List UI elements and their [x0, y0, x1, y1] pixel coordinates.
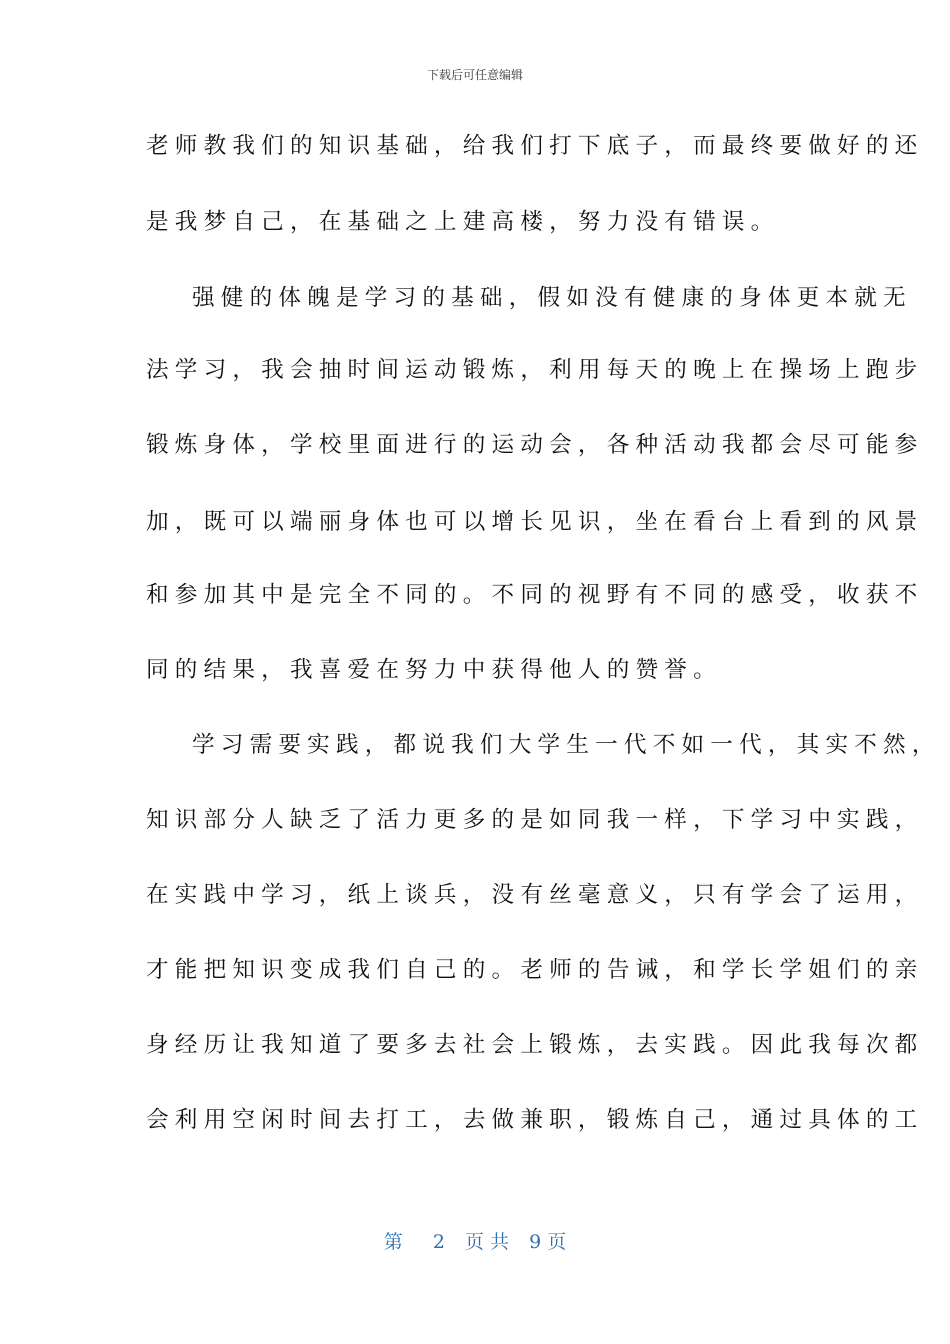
footer-mid: 页 共 — [465, 1231, 510, 1253]
text-line: 身经历让我知道了要多去社会上锻炼，去实践。因此我每次都 — [146, 1032, 924, 1058]
paragraph-start-line: 学习需要实践，都说我们大学生一代不如一代，其实不然， — [192, 732, 941, 758]
text-line: 和参加其中是完全不同的。不同的视野有不同的感受，收获不 — [146, 582, 924, 608]
text-line: 老师教我们的知识基础，给我们打下底子，而最终要做好的还 — [146, 133, 924, 159]
total-page-number: 9 — [529, 1231, 542, 1253]
footer-suffix: 页 — [547, 1231, 567, 1253]
text-line: 知识部分人缺乏了活力更多的是如同我一样，下学习中实践， — [146, 807, 924, 833]
text-line: 锻炼身体，学校里面进行的运动会，各种活动我都会尽可能参 — [146, 432, 924, 458]
text-line: 在实践中学习，纸上谈兵，没有丝毫意义，只有学会了运用， — [146, 882, 924, 908]
paragraph-start-line: 强健的体魄是学习的基础，假如没有健康的身体更本就无 — [192, 285, 912, 311]
text-line: 是我梦自己，在基础之上建高楼，努力没有错误。 — [146, 209, 780, 235]
text-line: 会利用空闲时间去打工，去做兼职，锻炼自己，通过具体的工 — [146, 1107, 924, 1133]
footer-prefix: 第 — [383, 1231, 403, 1253]
text-line: 才能把知识变成我们自己的。老师的告诫，和学长学姐们的亲 — [146, 957, 924, 983]
text-line: 加，既可以端丽身体也可以增长见识，坐在看台上看到的风景 — [146, 509, 924, 535]
text-line: 同的结果，我喜爱在努力中获得他人的赞誉。 — [146, 657, 722, 683]
text-line: 法学习，我会抽时间运动锻炼，利用每天的晚上在操场上跑步 — [146, 357, 924, 383]
current-page-number: 2 — [432, 1231, 445, 1253]
page-footer — [0, 1227, 950, 1254]
page-header: 下载后可任意编辑 — [426, 68, 523, 82]
